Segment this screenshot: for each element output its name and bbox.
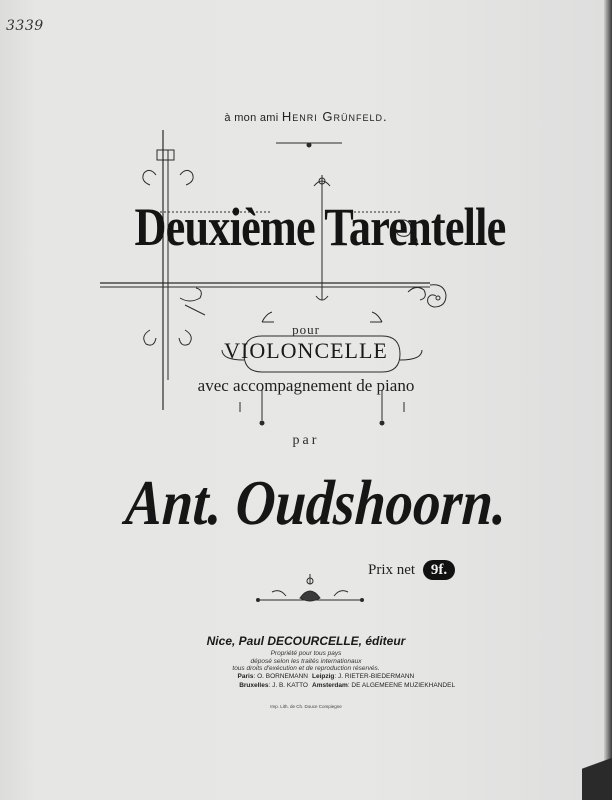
distributors-left xyxy=(168,673,308,690)
accompaniment-line: avec accompagnement de piano xyxy=(197,376,415,395)
distributor-city: Leipzig xyxy=(312,673,335,680)
dedicatee-name: Henri Grünfeld. xyxy=(281,109,388,124)
rights-line: tous droits d'exécution et de reproduction réservés. xyxy=(232,665,380,672)
dedication xyxy=(0,109,612,124)
distributor-leipzig: Leipzig: J. RIETER-BIEDERMANN xyxy=(312,673,415,680)
printer-credit: Imp. Lith. de Ch. Douce Compiegne xyxy=(270,704,342,709)
distributor-bruxelles: Bruxelles: J. B. KATTO xyxy=(239,681,308,689)
price-label: Prix net xyxy=(368,562,416,578)
price-value: 9f. xyxy=(423,560,455,580)
distributors-right xyxy=(312,673,455,690)
rights-notice xyxy=(0,650,612,673)
distributor-paris: Paris: O. BORNEMANN xyxy=(237,673,308,680)
distributor-name: J. B. KATTO xyxy=(272,681,308,689)
rights-line: déposé selon les traités internationaux xyxy=(250,657,362,665)
distributor-amsterdam: Amsterdam: DE ALGEMEENE MUZIEKHANDEL xyxy=(312,681,456,689)
subtitle-pour: pour xyxy=(292,322,320,337)
instrument-name: VIOLONCELLE xyxy=(224,338,388,363)
composer-name: Ant. Oudshoorn. xyxy=(123,467,509,538)
dedication-prefix: à mon ami xyxy=(224,112,279,124)
subtitle-par: par xyxy=(292,433,320,448)
work-title: Deuxième Tarentelle xyxy=(134,197,506,257)
distributor-city: Paris xyxy=(237,673,254,680)
price xyxy=(368,560,455,580)
publisher-line: Nice, Paul DECOURCELLE, éditeur xyxy=(206,634,406,648)
distributor-name: DE ALGEMEENE MUZIEKHANDEL xyxy=(351,681,456,689)
distributor-name: J. RIETER-BIEDERMANN xyxy=(338,673,415,680)
distributor-city: Bruxelles xyxy=(239,681,269,689)
distributor-city: Amsterdam xyxy=(312,681,348,689)
catalog-number: 3339 xyxy=(6,18,44,34)
distributor-name: O. BORNEMANN xyxy=(257,673,308,680)
rights-line: Propriété pour tous pays xyxy=(270,650,342,657)
